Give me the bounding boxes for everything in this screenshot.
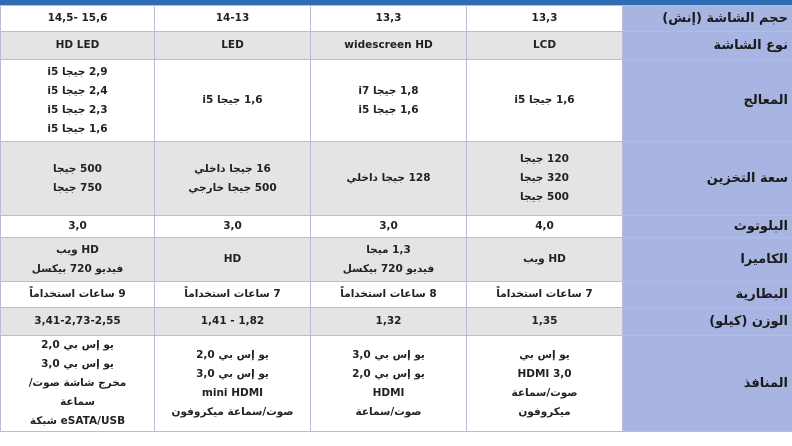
table-row: [1, 142, 792, 216]
cell-line: mini HDMI: [201, 386, 264, 399]
table-row: [1, 308, 792, 336]
table-cell: [155, 6, 311, 32]
row-header: نوع الشاشة: [623, 32, 792, 60]
table-cell: [1, 282, 155, 308]
cell-line: يو إس بي 3,0: [41, 358, 114, 370]
table-cell: [467, 60, 623, 142]
cell-line: LED: [221, 39, 244, 51]
table-cell: [1, 238, 155, 282]
table-row: [1, 282, 792, 308]
table-cell: [155, 216, 311, 238]
cell-line: يو إس بي 3,0: [352, 348, 425, 361]
table-cell: [155, 308, 311, 336]
cell-line: HD ويب: [56, 243, 99, 256]
table-cell: [311, 282, 467, 308]
table-cell: [311, 336, 467, 432]
cell-line: مخرج شاشة صوت/: [28, 377, 127, 389]
cell-line: 13,3: [531, 12, 558, 24]
cell-line: 15,6 -14,5: [47, 12, 108, 24]
table-cell: [1, 308, 155, 336]
cell-line: 3,0: [223, 220, 242, 232]
table-cell: [311, 238, 467, 282]
table-row: [1, 336, 792, 432]
cell-line: HD LED: [55, 39, 100, 51]
cell-line: 500 جيجا خارجي: [188, 181, 277, 194]
cell-line: 14-13: [215, 12, 250, 24]
table-cell: [311, 60, 467, 142]
cell-line: فيديو 720 بيكسل: [342, 262, 435, 275]
cell-line: 7 ساعات استخداماً: [496, 288, 593, 300]
cell-line: HDMI: [372, 386, 405, 399]
cell-line: فيديو 720 بيكسل: [31, 262, 124, 275]
table-cell: [155, 336, 311, 432]
cell-line: صوت/سماعة: [511, 386, 578, 399]
cell-line: يو إس بي 2,0: [196, 348, 269, 361]
cell-line: widescreen HD: [344, 39, 433, 51]
cell-line: 500 جيجا: [53, 162, 102, 175]
table-cell: [467, 6, 623, 32]
cell-line: 7 ساعات استخداماً: [184, 288, 281, 300]
cell-line: 2,3 جيجا i5: [47, 103, 108, 116]
cell-line: 1,32: [375, 315, 402, 327]
cell-line: 1,82 - 1,41: [200, 315, 265, 327]
cell-line: 120 جيجا: [520, 153, 569, 165]
table-cell: [1, 32, 155, 60]
table-cell: [467, 32, 623, 60]
cell-line: 3,0: [68, 220, 87, 232]
table-cell: [467, 238, 623, 282]
table-cell: [1, 216, 155, 238]
cell-line: LCD: [532, 39, 557, 51]
table-cell: [155, 32, 311, 60]
table-cell: [467, 308, 623, 336]
cell-line: يو إس بي: [519, 348, 570, 361]
row-header: حجم الشاشة (إنش): [623, 6, 792, 32]
cell-line: صوت/سماعة ميكروفون: [171, 405, 294, 418]
cell-line: 2,4 جيجا i5: [47, 84, 108, 97]
table-cell: [1, 142, 155, 216]
cell-line: 1,8 جيجا i7: [358, 84, 419, 97]
table-cell: [311, 142, 467, 216]
table-cell: [155, 60, 311, 142]
row-header: الوزن (كيلو): [623, 308, 792, 336]
table-cell: [467, 142, 623, 216]
row-header: الكاميرا: [623, 238, 792, 282]
cell-line: يو إس بي 3,0: [196, 367, 269, 380]
cell-line: 500 جيجا: [520, 191, 569, 203]
table-cell: [1, 336, 155, 432]
cell-line: 750 جيجا: [53, 181, 102, 194]
cell-line: سماعة: [60, 396, 95, 408]
cell-line: 16 جيجا داخلي: [194, 162, 271, 175]
table-cell: [155, 282, 311, 308]
cell-line: 9 ساعات استخداماً: [29, 288, 126, 300]
cell-line: يو إس بي 2,0: [41, 339, 114, 351]
table-cell: [311, 32, 467, 60]
row-header: سعة التخزين: [623, 142, 792, 216]
table-cell: [467, 216, 623, 238]
table-row: [1, 238, 792, 282]
row-header: البلوتوث: [623, 216, 792, 238]
table-row: [1, 6, 792, 32]
table-cell: [311, 308, 467, 336]
cell-line: 1,6 جيجا i5: [358, 103, 419, 116]
cell-line: 1,3 ميجا: [366, 243, 411, 256]
cell-line: eSATA/USB شبكة: [29, 415, 126, 427]
cell-line: HDMI 3,0: [517, 367, 572, 380]
cell-line: يو إس بي 2,0: [352, 367, 425, 380]
table-row: [1, 216, 792, 238]
cell-line: 8 ساعات استخداماً: [340, 288, 437, 300]
cell-line: ميكروفون: [518, 405, 571, 418]
cell-line: 2,9 جيجا i5: [47, 65, 108, 78]
cell-line: HD: [223, 253, 242, 265]
table-cell: [467, 336, 623, 432]
table-row: [1, 60, 792, 142]
cell-line: 4,0: [535, 220, 554, 232]
cell-line: 320 جيجا: [520, 172, 569, 184]
table-cell: [1, 60, 155, 142]
row-header: البطارية: [623, 282, 792, 308]
row-header: المعالج: [623, 60, 792, 142]
cell-line: صوت/سماعة: [355, 405, 422, 418]
cell-line: 1,6 جيجا i5: [47, 122, 108, 135]
row-header: المنافذ: [623, 336, 792, 432]
cell-line: 128 جيجا داخلي: [346, 172, 431, 184]
cell-line: 13,3: [375, 12, 402, 24]
table-cell: [1, 6, 155, 32]
cell-line: 3,0: [379, 220, 398, 232]
table-cell: [467, 282, 623, 308]
table-cell: [311, 216, 467, 238]
table-cell: [311, 6, 467, 32]
table-cell: [155, 238, 311, 282]
cell-line: HD ويب: [523, 253, 566, 265]
cell-line: 3,41-2,73-2,55: [34, 315, 121, 327]
cell-line: 1,6 جيجا i5: [514, 94, 575, 106]
table-cell: [155, 142, 311, 216]
table-row: [1, 32, 792, 60]
cell-line: 1,6 جيجا i5: [202, 94, 263, 106]
cell-line: 1,35: [531, 315, 558, 327]
spec-comparison-table: [0, 5, 792, 432]
